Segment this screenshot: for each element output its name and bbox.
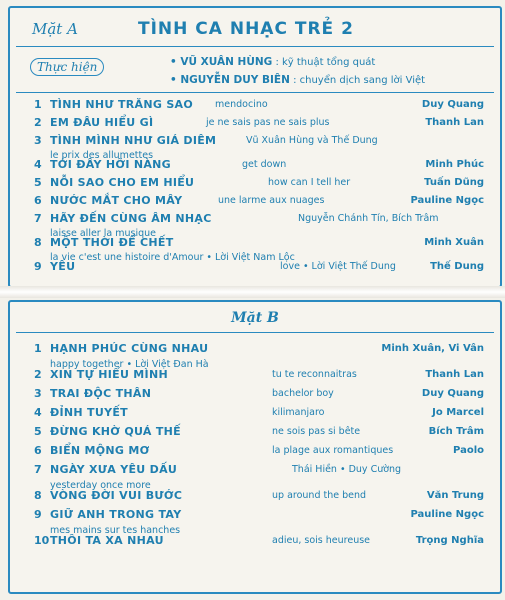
track-subtitle: la vie c'est une histoire d'Amour • Lời Việt Nam Lộc: [50, 252, 295, 263]
track-title: BIỂN MỘNG MƠ: [50, 444, 150, 457]
track-subtitle: happy together • Lời Việt Đan Hà: [50, 359, 209, 370]
track-number: 4: [34, 158, 42, 171]
track-original: je ne sais pas ne sais plus: [206, 117, 330, 128]
track-number: 6: [34, 194, 42, 207]
track-artist: Jo Marcel: [432, 407, 484, 418]
track-row: [10, 342, 496, 368]
track-title: ĐỈNH TUYẾT: [50, 406, 128, 419]
track-title: HẠNH PHÚC CÙNG NHAU: [50, 342, 209, 355]
track-row: [10, 98, 496, 116]
track-artist: Trọng Nghĩa: [415, 535, 484, 546]
track-row: [10, 508, 496, 534]
track-number: 1: [34, 342, 42, 355]
track-number: 2: [34, 116, 42, 129]
track-subtitle: laisse aller la musique: [50, 228, 156, 239]
credit-line: [170, 56, 375, 68]
track-artist: Thanh Lan: [425, 117, 484, 128]
track-artist: Thế Dung: [430, 261, 484, 272]
track-original: adieu, sois heureuse: [272, 535, 371, 546]
track-artist: Paolo: [453, 445, 484, 456]
track-row: [10, 236, 496, 263]
track-title: XIN TỰ HIỂU MÌNH: [50, 368, 168, 381]
track-artist: Bích Trâm: [428, 426, 484, 437]
track-artist: Minh Xuân: [424, 237, 484, 248]
track-title: MỘT THỜI ĐỂ CHẾT: [50, 236, 174, 249]
track-artist: Duy Quang: [421, 388, 484, 399]
track-artist: Văn Trung: [426, 490, 484, 501]
track-artist: Minh Phúc: [425, 159, 484, 170]
track-row: [10, 260, 496, 278]
side-a-label: Mặt A: [32, 20, 78, 38]
track-artist: Duy Quang: [421, 99, 484, 110]
track-number: 7: [34, 212, 42, 225]
title-divider: [16, 46, 494, 47]
track-title: THÔI TA XA NHAU: [50, 534, 164, 547]
side-b-label: Mặt B: [231, 310, 279, 326]
track-title: EM ĐÂU HIỂU GÌ: [50, 116, 154, 129]
track-number: 1: [34, 98, 42, 111]
credit-role: : kỹ thuật tổng quát: [275, 57, 376, 68]
credit-name: • VŨ XUÂN HÙNG: [170, 56, 273, 68]
track-row: [10, 176, 496, 194]
track-original: up around the bend: [272, 490, 367, 501]
track-title: TRAI ĐỘC THÂN: [50, 387, 152, 400]
track-original: love • Lời Việt Thế Dung: [280, 261, 396, 272]
track-subtitle: mes mains sur tes hanches: [50, 525, 181, 536]
track-original: Vũ Xuân Hùng và Thế Dung: [246, 135, 378, 146]
track-row: [10, 444, 496, 463]
track-row: [10, 158, 496, 176]
track-row: [10, 463, 496, 489]
track-row: [10, 368, 496, 387]
track-artist: Pauline Ngọc: [410, 195, 484, 206]
track-title: TÌNH NHƯ TRĂNG SAO: [50, 98, 194, 111]
track-number: 2: [34, 368, 42, 381]
track-original: la plage aux romantiques: [272, 445, 394, 456]
track-row: [10, 194, 496, 212]
track-original: bachelor boy: [272, 388, 334, 399]
track-row: [10, 134, 496, 161]
credits-block: [30, 54, 490, 94]
track-subtitle: yesterday once more: [50, 480, 151, 491]
track-title: NỖI SAO CHO EM HIỂU: [50, 176, 195, 189]
track-number: 3: [34, 134, 42, 147]
track-number: 10: [34, 534, 50, 547]
track-original: get down: [242, 159, 287, 170]
credit-role: : chuyển dịch sang lời Việt: [293, 75, 426, 86]
track-number: 3: [34, 387, 42, 400]
track-title: YÊU: [50, 260, 76, 273]
track-artist: Tuấn Dũng: [424, 177, 484, 188]
side-b-divider: [16, 332, 494, 333]
track-original: mendocino: [215, 99, 268, 110]
track-number: 6: [34, 444, 42, 457]
track-original: kilimanjaro: [272, 407, 325, 418]
credit-name: • NGUYỄN DUY BIÊN: [170, 74, 290, 86]
track-number: 4: [34, 406, 42, 419]
side-b-panel: [8, 300, 502, 594]
track-row: [10, 116, 496, 134]
track-original: Nguyễn Chánh Tín, Bích Trâm: [298, 213, 439, 224]
track-row: [10, 406, 496, 425]
track-title: NƯỚC MẮT CHO MÂY: [50, 194, 183, 207]
track-original: une larme aux nuages: [218, 195, 325, 206]
track-original: how can I tell her: [268, 177, 351, 188]
track-title: NGÀY XƯA YÊU DẤU: [50, 463, 178, 476]
track-artist: Thanh Lan: [425, 369, 484, 380]
track-original: ne sois pas si bête: [272, 426, 361, 437]
track-number: 7: [34, 463, 42, 476]
track-title: TỚI ĐÂY HỠI NÀNG: [50, 158, 171, 171]
track-row: [10, 212, 496, 239]
torn-edge: [0, 286, 505, 298]
side-a-panel: [8, 6, 502, 288]
track-original: Thái Hiền • Duy Cường: [292, 464, 402, 475]
credits-label: Thực hiện: [30, 58, 104, 76]
track-artist: Pauline Ngọc: [410, 509, 484, 520]
credits-divider: [16, 92, 494, 93]
track-artist: Minh Xuân, Vi Vân: [381, 343, 484, 354]
track-number: 8: [34, 236, 42, 249]
track-title: VÒNG ĐỜI VUI BƯỚC: [50, 489, 183, 502]
track-row: [10, 425, 496, 444]
track-number: 9: [34, 260, 42, 273]
credit-line: [170, 74, 425, 86]
track-title: TÌNH MÌNH NHƯ GIÁ DIÊM: [50, 134, 217, 147]
track-title: GIỮ ANH TRONG TAY: [50, 508, 182, 521]
track-row: [10, 489, 496, 508]
track-title: ĐỪNG KHỜ QUÁ THẾ: [50, 425, 181, 438]
track-original: tu te reconnaitras: [272, 369, 357, 380]
album-title: TÌNH CA NHẠC TRẺ 2: [138, 19, 354, 39]
track-number: 9: [34, 508, 42, 521]
track-number: 8: [34, 489, 42, 502]
track-subtitle: le prix des allumettes: [50, 150, 154, 161]
track-number: 5: [34, 425, 42, 438]
track-title: HÃY ĐẾN CÙNG ÂM NHẠC: [50, 212, 212, 225]
track-row: [10, 387, 496, 406]
track-row: [10, 534, 496, 553]
track-number: 5: [34, 176, 42, 189]
